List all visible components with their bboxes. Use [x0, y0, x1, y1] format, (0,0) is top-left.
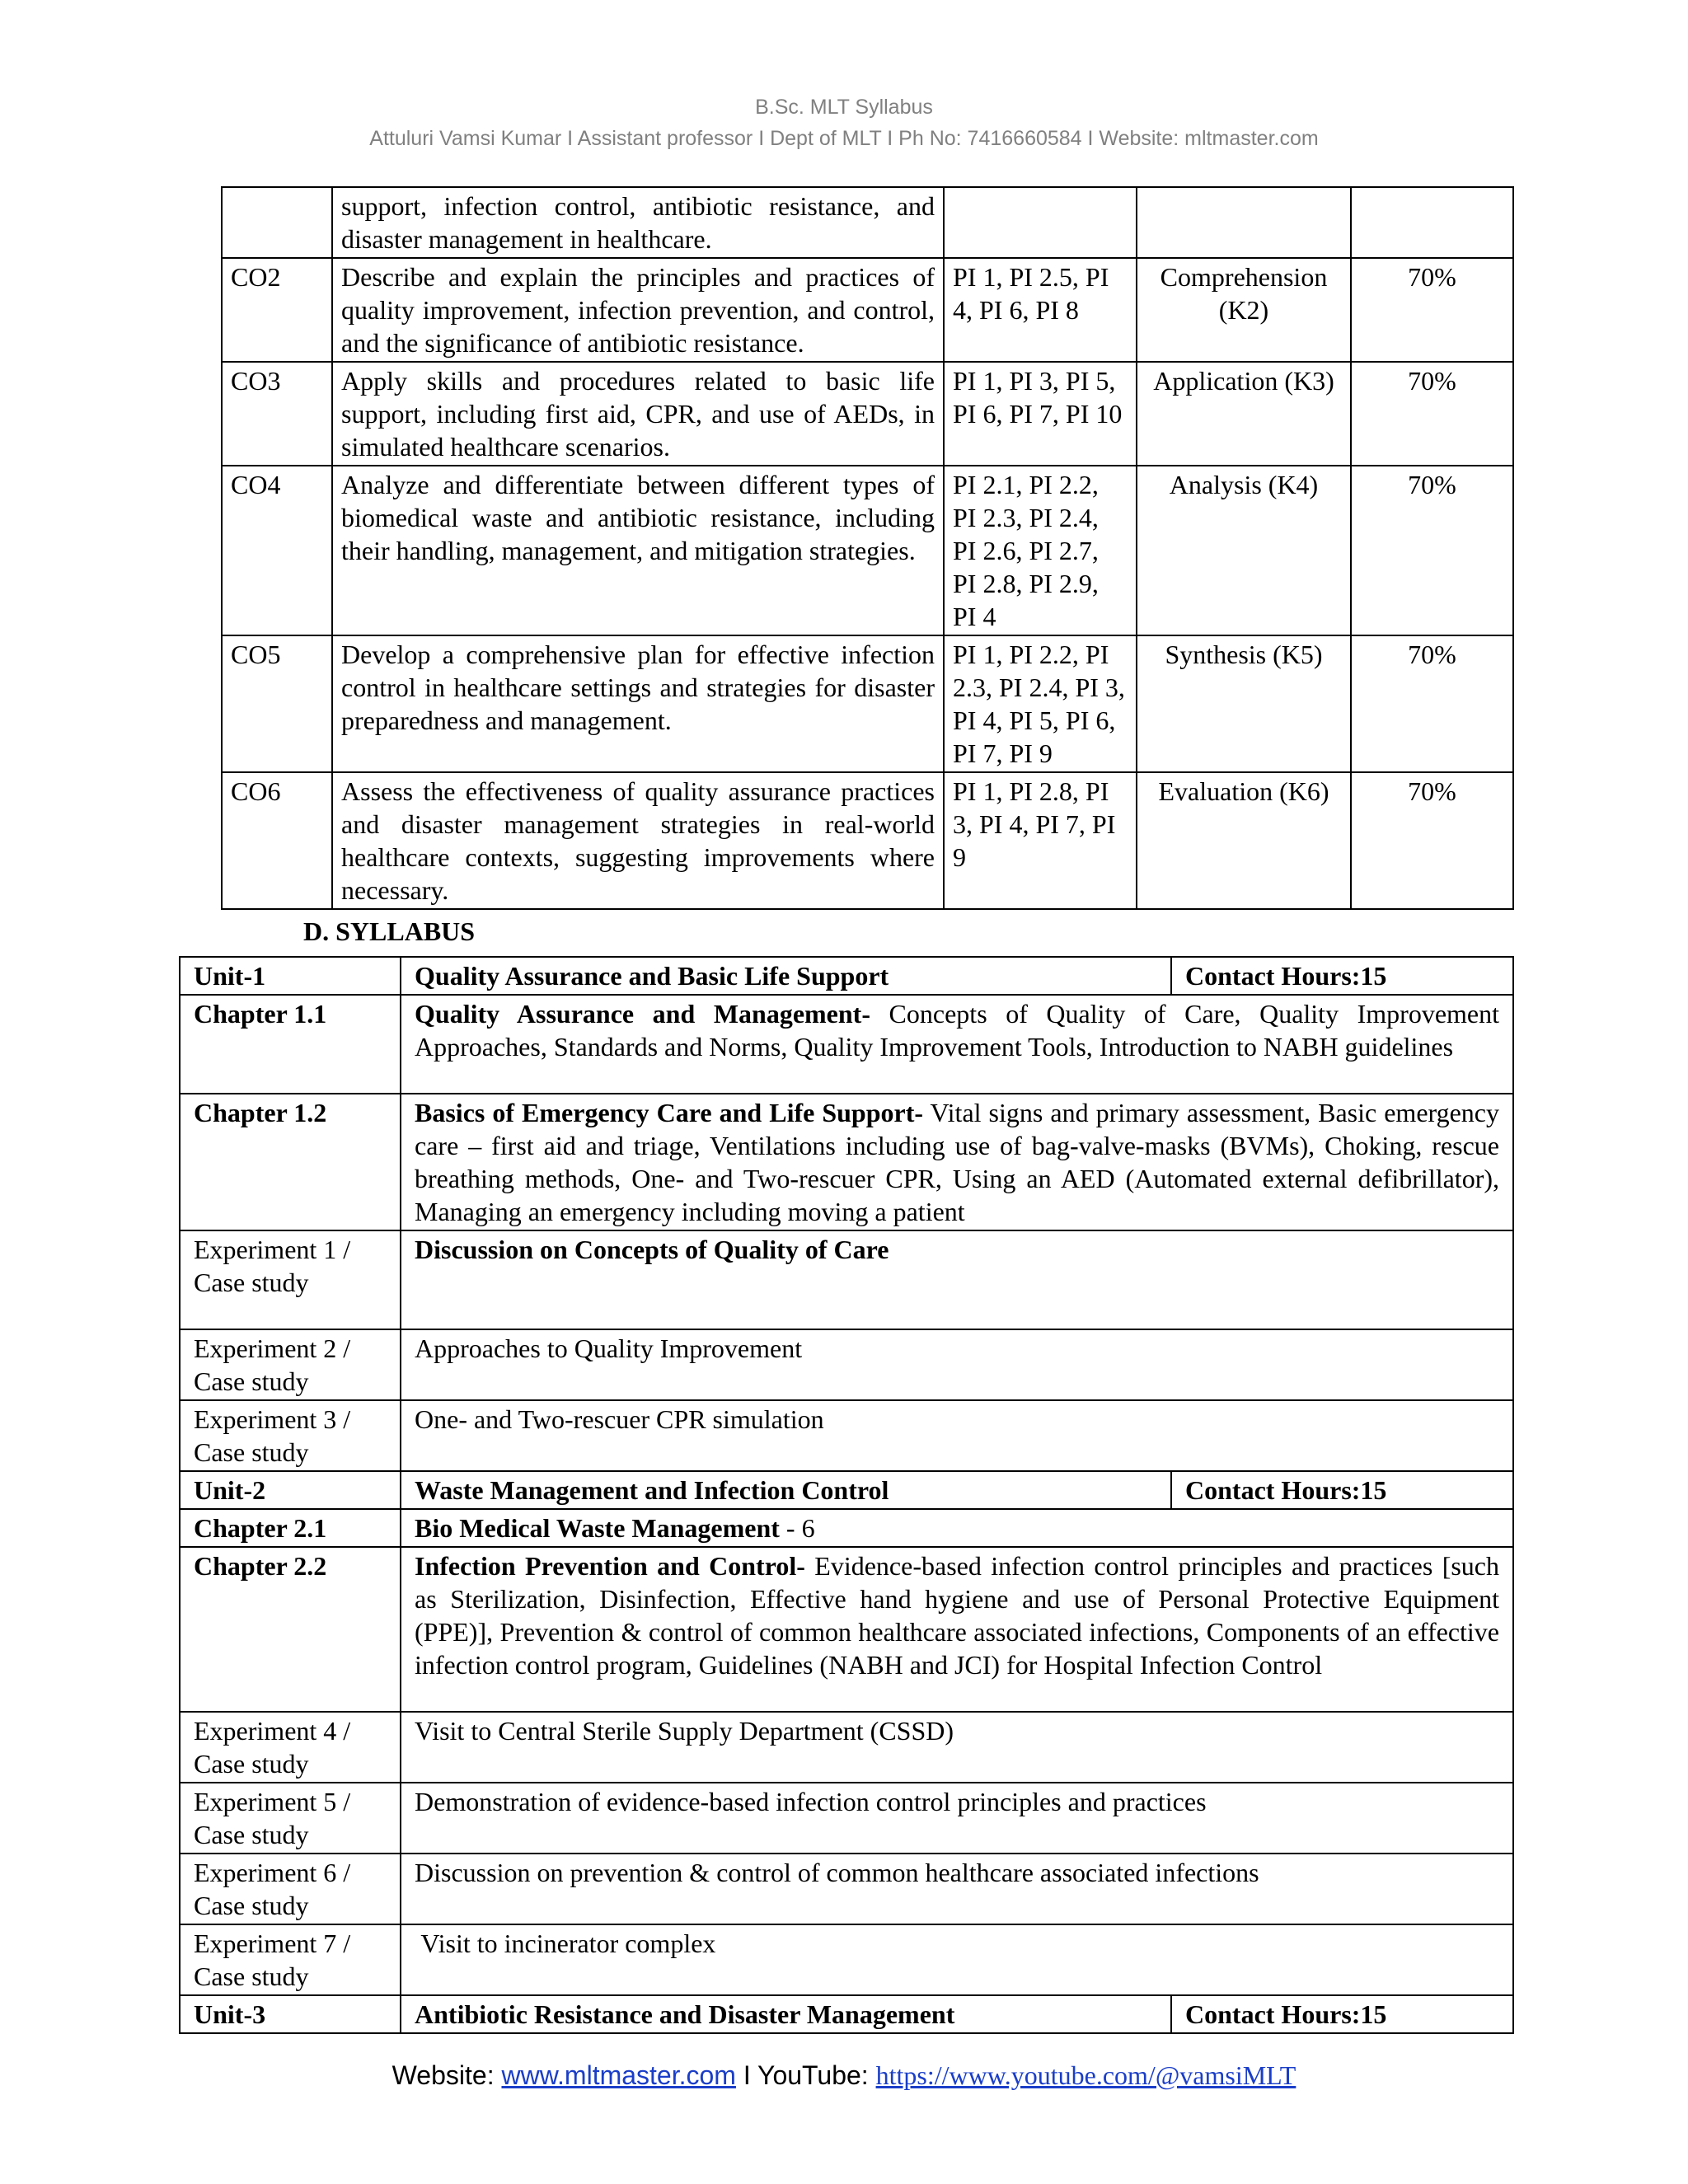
experiment-label: Experiment 7 / Case study	[180, 1924, 401, 1995]
co-target: 70%	[1351, 635, 1513, 772]
co-pi	[944, 187, 1137, 258]
co-code: CO2	[222, 258, 332, 362]
header-title: B.Sc. MLT Syllabus	[755, 96, 933, 119]
co-target: 70%	[1351, 362, 1513, 466]
table-row	[222, 187, 1513, 258]
chapter-row	[180, 1547, 1513, 1712]
chapter-row	[180, 1509, 1513, 1547]
co-code: CO5	[222, 635, 332, 772]
chapter-label: Chapter 1.2	[180, 1094, 401, 1230]
experiment-text: Approaches to Quality Improvement	[401, 1329, 1513, 1400]
website-link[interactable]: www.mltmaster.com	[501, 2060, 736, 2090]
chapter-text: - 6	[779, 1513, 815, 1543]
experiment-row	[180, 1783, 1513, 1854]
chapter-text: Vital signs and primary assessment, Basic emergency care – first aid and triage, Ventilations including use of bag-valve-masks (BVMs), Choking, rescue breathing methods, One- and Two-rescuer CPR, Using an AED (Automated external defibrillator), Managing an emergency including moving a patient	[415, 1098, 1499, 1226]
co-level: Analysis (K4)	[1137, 466, 1351, 635]
chapter-content	[401, 1094, 1513, 1230]
co-level: Synthesis (K5)	[1137, 635, 1351, 772]
experiment-row	[180, 1400, 1513, 1471]
chapter-text: Evidence-based infection control principles and practices [such as Sterilization, Disinfection, Effective hand hygiene and use of Personal Protective Equipment (PPE)], Prevention & control of common healthcare associated infections, Components of an effective infection control program, Guidelines (NABH and JCI) for Hospital Infection Control	[415, 1551, 1500, 1680]
unit-hours: Contact Hours:15	[1171, 1995, 1513, 2033]
header-subtitle: Attuluri Vamsi Kumar I Assistant professor I Dept of MLT I Ph No: 7416660584 I Website: mltmaster.com	[369, 127, 1319, 150]
experiment-text: Visit to Central Sterile Supply Department (CSSD)	[401, 1712, 1513, 1783]
experiment-label: Experiment 5 / Case study	[180, 1783, 401, 1854]
unit-label: Unit-2	[180, 1471, 401, 1509]
unit-hours: Contact Hours:15	[1171, 1471, 1513, 1509]
co-code: CO6	[222, 772, 332, 909]
table-row	[222, 772, 1513, 909]
experiment-row	[180, 1854, 1513, 1924]
co-level: Evaluation (K6)	[1137, 772, 1351, 909]
co-target	[1351, 187, 1513, 258]
unit-label: Unit-1	[180, 957, 401, 995]
co-level: Application (K3)	[1137, 362, 1351, 466]
unit-hours: Contact Hours:15	[1171, 957, 1513, 995]
table-row	[222, 258, 1513, 362]
chapter-title: Basics of Emergency Care and Life Support-	[415, 1098, 924, 1127]
footer-website-label: Website:	[392, 2060, 502, 2090]
experiment-row	[180, 1924, 1513, 1995]
chapter-row	[180, 1094, 1513, 1230]
co-level	[1137, 187, 1351, 258]
co-pi: PI 2.1, PI 2.2, PI 2.3, PI 2.4, PI 2.6, PI 2.7, PI 2.8, PI 2.9, PI 4	[944, 466, 1137, 635]
co-target: 70%	[1351, 258, 1513, 362]
co-pi: PI 1, PI 2.2, PI 2.3, PI 2.4, PI 3, PI 4, PI 5, PI 6, PI 7, PI 9	[944, 635, 1137, 772]
co-description: Describe and explain the principles and practices of quality improvement, infection prevention, and control, and the significance of antibiotic resistance.	[332, 258, 944, 362]
co-level: Comprehension (K2)	[1137, 258, 1351, 362]
co-code	[222, 187, 332, 258]
experiment-text: Visit to incinerator complex	[401, 1924, 1513, 1995]
experiment-label: Experiment 1 / Case study	[180, 1230, 401, 1329]
table-row	[222, 635, 1513, 772]
experiment-row	[180, 1712, 1513, 1783]
experiment-label: Experiment 3 / Case study	[180, 1400, 401, 1471]
table-row	[222, 466, 1513, 635]
syllabus-table	[179, 956, 1514, 2034]
chapter-content	[401, 995, 1513, 1094]
chapter-label: Chapter 2.2	[180, 1547, 401, 1712]
co-description: Apply skills and procedures related to basic life support, including first aid, CPR, and use of AEDs, in simulated healthcare scenarios.	[332, 362, 944, 466]
co-code: CO3	[222, 362, 332, 466]
chapter-label: Chapter 1.1	[180, 995, 401, 1094]
youtube-link[interactable]: https://www.youtube.com/@vamsiMLT	[875, 2060, 1296, 2090]
course-outcomes-table	[221, 186, 1514, 910]
chapter-title: Infection Prevention and Control-	[415, 1551, 805, 1581]
chapter-title: Bio Medical Waste Management	[415, 1513, 780, 1543]
unit-title: Quality Assurance and Basic Life Support	[401, 957, 1171, 995]
experiment-label: Experiment 2 / Case study	[180, 1329, 401, 1400]
co-pi: PI 1, PI 3, PI 5, PI 6, PI 7, PI 10	[944, 362, 1137, 466]
unit-label: Unit-3	[180, 1995, 401, 2033]
co-pi: PI 1, PI 2.5, PI 4, PI 6, PI 8	[944, 258, 1137, 362]
chapter-text: Concepts of Quality of Care, Quality Improvement Approaches, Standards and Norms, Quality Improvement Tools, Introduction to NABH guidelines	[415, 999, 1500, 1062]
experiment-text: Discussion on Concepts of Quality of Care	[401, 1230, 1513, 1329]
experiment-row	[180, 1329, 1513, 1400]
chapter-row	[180, 995, 1513, 1094]
co-description: support, infection control, antibiotic resistance, and disaster management in healthcare.	[332, 187, 944, 258]
unit-row	[180, 1995, 1513, 2033]
experiment-text: Discussion on prevention & control of common healthcare associated infections	[401, 1854, 1513, 1924]
co-description: Assess the effectiveness of quality assurance practices and disaster management strategies in real-world healthcare contexts, suggesting improvements where necessary.	[332, 772, 944, 909]
unit-title: Antibiotic Resistance and Disaster Management	[401, 1995, 1171, 2033]
co-pi: PI 1, PI 2.8, PI 3, PI 4, PI 7, PI 9	[944, 772, 1137, 909]
co-target: 70%	[1351, 772, 1513, 909]
chapter-content	[401, 1509, 1513, 1547]
section-heading: D. SYLLABUS	[303, 916, 476, 946]
unit-row	[180, 1471, 1513, 1509]
chapter-content	[401, 1547, 1513, 1712]
experiment-row	[180, 1230, 1513, 1329]
unit-title: Waste Management and Infection Control	[401, 1471, 1171, 1509]
unit-row	[180, 957, 1513, 995]
experiment-text: Demonstration of evidence-based infection control principles and practices	[401, 1783, 1513, 1854]
co-description: Develop a comprehensive plan for effective infection control in healthcare settings and strategies for disaster preparedness and management.	[332, 635, 944, 772]
chapter-label: Chapter 2.1	[180, 1509, 401, 1547]
footer-youtube-label: I YouTube:	[735, 2060, 876, 2090]
footer	[0, 2060, 1688, 2091]
table-row	[222, 362, 1513, 466]
experiment-label: Experiment 4 / Case study	[180, 1712, 401, 1783]
experiment-label: Experiment 6 / Case study	[180, 1854, 401, 1924]
co-target: 70%	[1351, 466, 1513, 635]
chapter-title: Quality Assurance and Management-	[415, 999, 870, 1029]
experiment-text: One- and Two-rescuer CPR simulation	[401, 1400, 1513, 1471]
co-description: Analyze and differentiate between different types of biomedical waste and antibiotic resistance, including their handling, management, and mitigation strategies.	[332, 466, 944, 635]
co-code: CO4	[222, 466, 332, 635]
